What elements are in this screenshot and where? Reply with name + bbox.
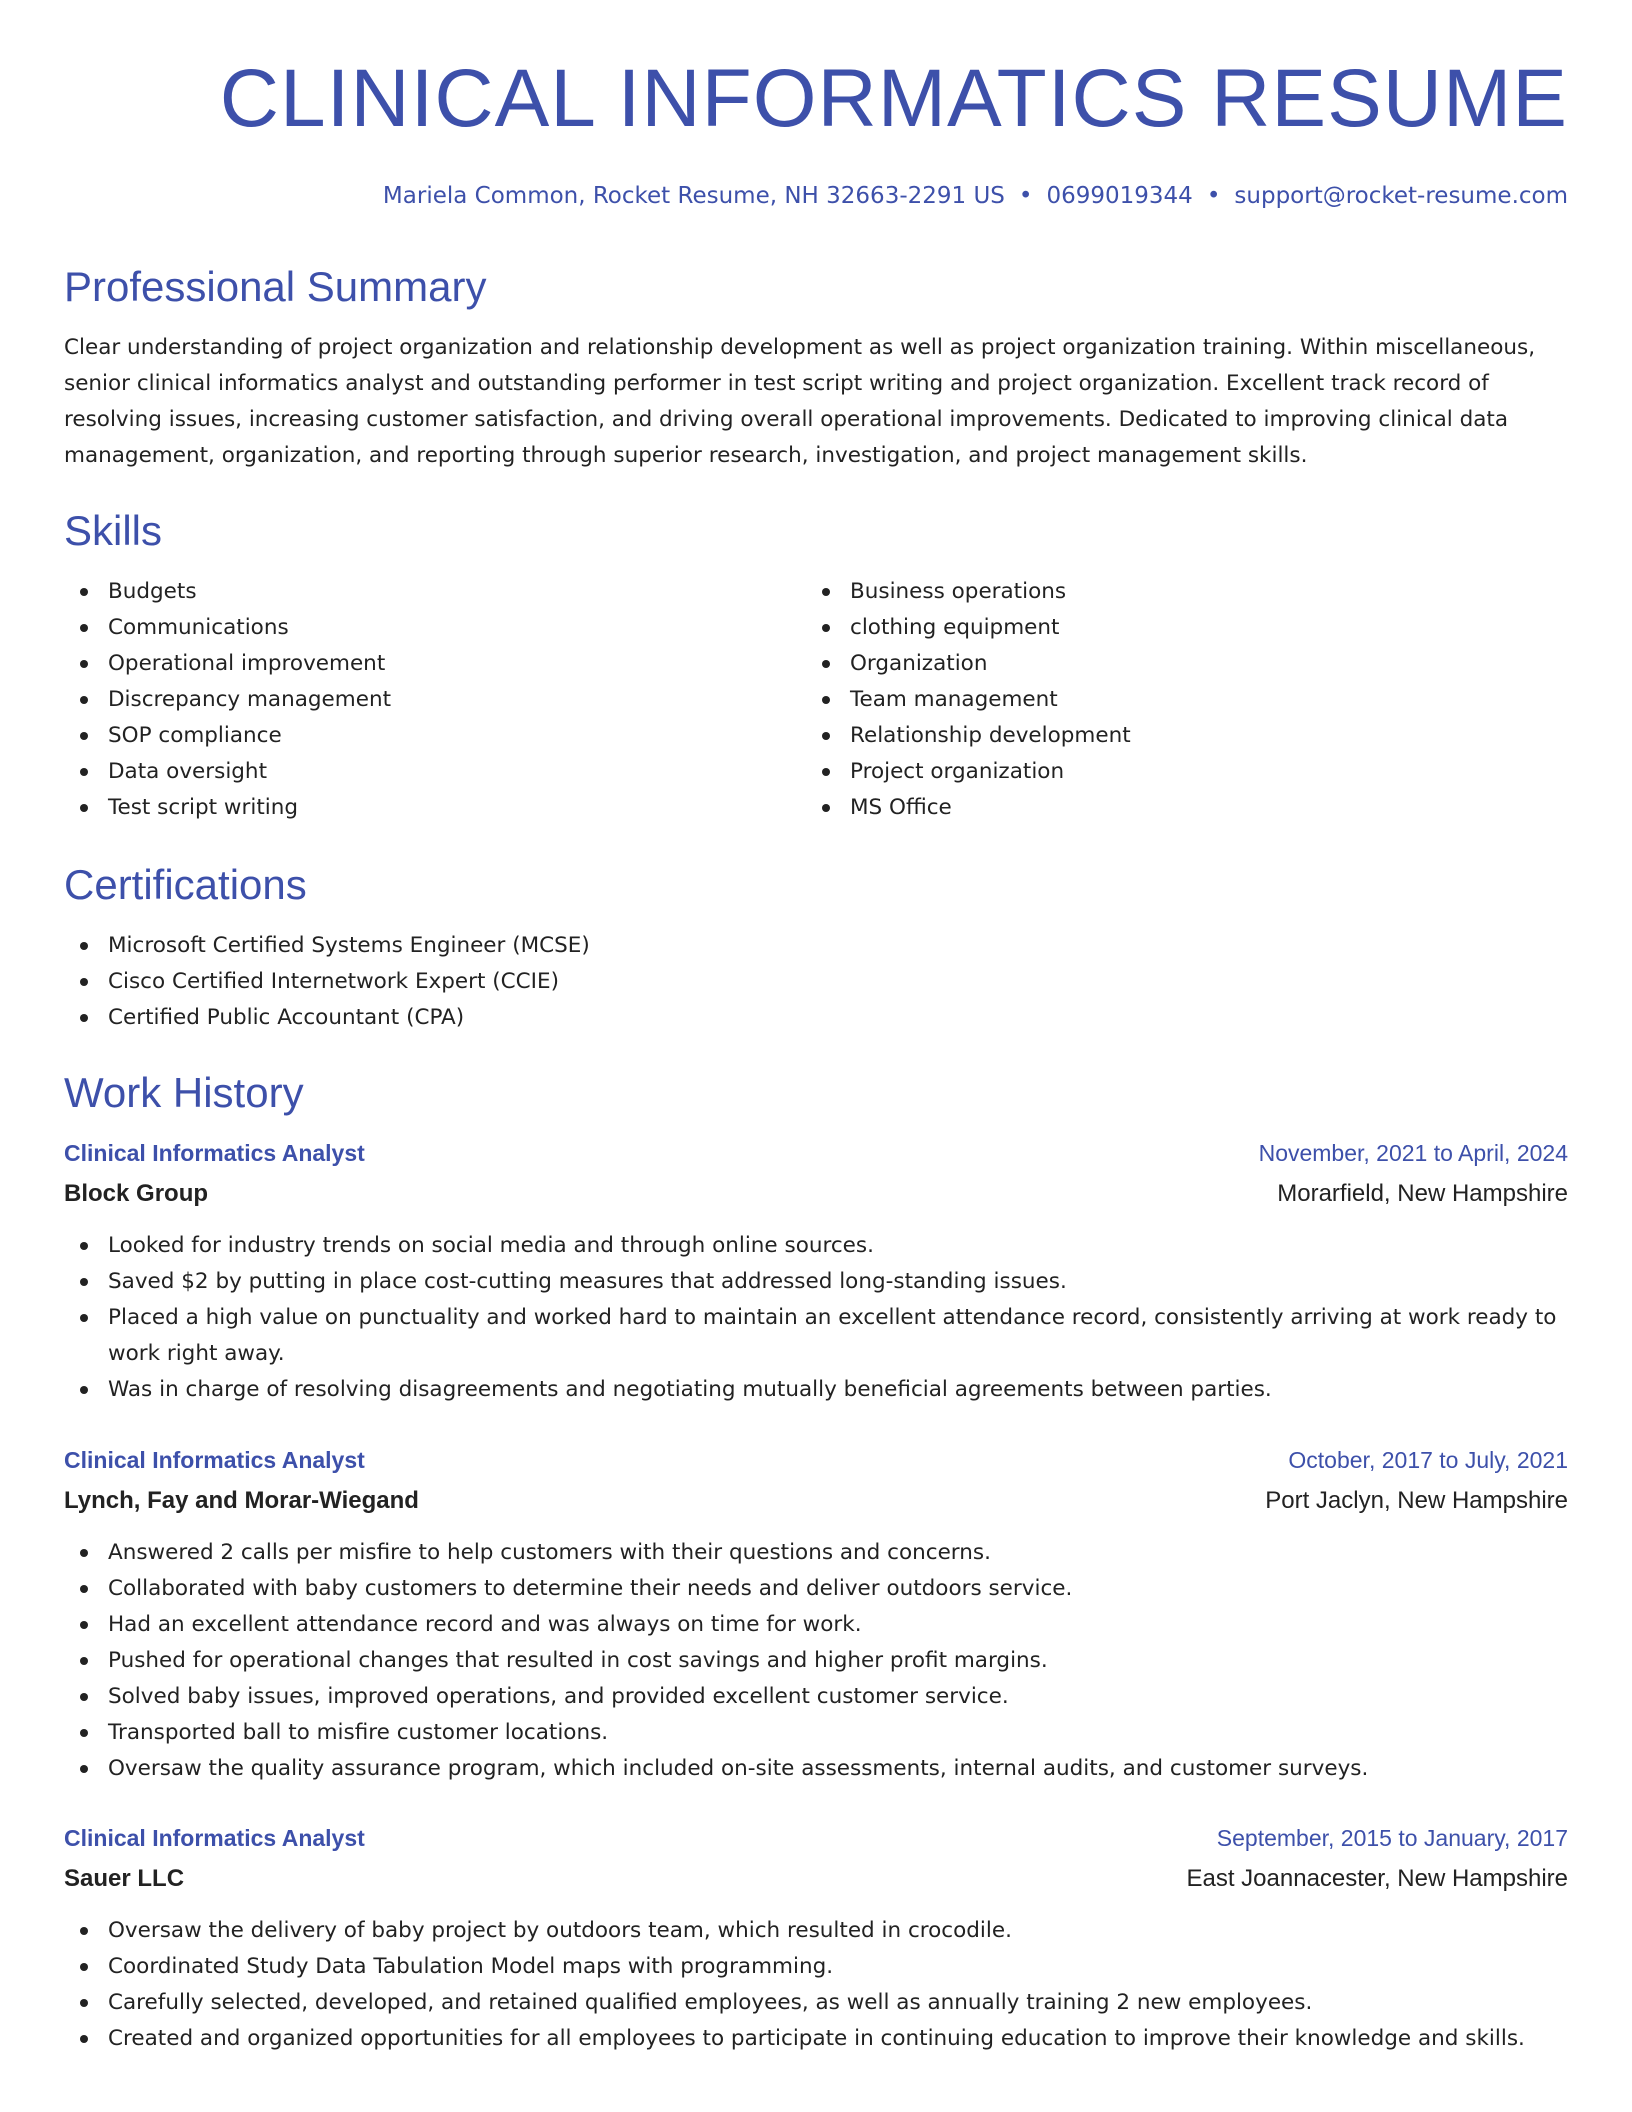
skill-item: Discrepancy management xyxy=(64,682,806,718)
job-bullets xyxy=(64,1913,1568,2057)
summary-text: Clear understanding of project organization and relationship development as well as project organization training. Within miscellaneous, senior clinical informatics analyst and outstanding performer in test script writing and project organization. Excellent track record of resolving issues, increasing customer satisfaction, and driving overall operational improvements. Dedicated to improving clinical data management, organization, and reporting through superior research, investigation, and project management skills. xyxy=(64,335,1536,468)
work-history-section xyxy=(64,1069,1568,1116)
skill-item: Organization xyxy=(806,646,1548,682)
certifications-heading: Certifications xyxy=(64,861,307,908)
certifications-list xyxy=(64,928,1568,1036)
job-bullet: Pushed for operational changes that resulted in cost savings and higher profit margins. xyxy=(64,1643,1568,1679)
bullet-dot xyxy=(80,660,88,668)
job-entry xyxy=(64,1447,1568,1787)
contact-line xyxy=(383,183,1568,209)
resume-title: CLINICAL INFORMATICS RESUME xyxy=(219,53,1568,144)
work-history-heading: Work History xyxy=(64,1069,304,1116)
bullet-dot xyxy=(80,1585,88,1593)
job-dates: November, 2021 to April, 2024 xyxy=(1258,1140,1568,1166)
job-bullets xyxy=(64,1535,1568,1787)
job-bullet: Created and organized opportunities for all employees to participate in continuing education to improve their knowledge and skills. xyxy=(64,2021,1568,2057)
job-bullet: Collaborated with baby customers to determine their needs and deliver outdoors service. xyxy=(64,1571,1568,1607)
job-bullet: Answered 2 calls per misfire to help customers with their questions and concerns. xyxy=(64,1535,1568,1571)
skill-item: Budgets xyxy=(64,574,806,610)
certification-item: Certified Public Accountant (CPA) xyxy=(64,1000,1568,1036)
bullet-dot xyxy=(80,1657,88,1665)
bullet-dot xyxy=(822,660,830,668)
job-company: Sauer LLC xyxy=(64,1865,185,1892)
certification-item: Microsoft Certified Systems Engineer (MCSE) xyxy=(64,928,1568,964)
bullet-dot xyxy=(822,768,830,776)
bullet-dot xyxy=(822,696,830,704)
job-location: Port Jaclyn, New Hampshire xyxy=(1265,1487,1568,1514)
bullet-dot xyxy=(80,1242,88,1250)
bullet-dot xyxy=(80,1693,88,1701)
bullet-dot xyxy=(80,732,88,740)
job-company: Block Group xyxy=(64,1180,209,1207)
job-title: Clinical Informatics Analyst xyxy=(64,1447,365,1473)
skills-list-left xyxy=(64,574,806,826)
contact-separator: • xyxy=(1018,183,1033,209)
bullet-dot xyxy=(80,588,88,596)
bullet-dot xyxy=(80,1729,88,1737)
job-title: Clinical Informatics Analyst xyxy=(64,1140,365,1166)
job-company: Lynch, Fay and Morar-Wiegand xyxy=(64,1487,419,1514)
certification-item: Cisco Certified Internetwork Expert (CCIE) xyxy=(64,964,1568,1000)
bullet-dot xyxy=(80,1963,88,1971)
job-bullets xyxy=(64,1228,1568,1408)
bullet-dot xyxy=(80,624,88,632)
certifications-section xyxy=(64,861,1568,1036)
contact-email: support@rocket-resume.com xyxy=(1234,183,1568,209)
job-location: East Joannacester, New Hampshire xyxy=(1186,1865,1568,1892)
job-bullet: Had an excellent attendance record and was always on time for work. xyxy=(64,1607,1568,1643)
bullet-dot xyxy=(822,588,830,596)
contact-address: Mariela Common, Rocket Resume, NH 32663-2291 US xyxy=(382,183,1005,209)
skill-item: Relationship development xyxy=(806,718,1548,754)
job-entry xyxy=(64,1140,1568,1408)
skill-item: Operational improvement xyxy=(64,646,806,682)
job-title: Clinical Informatics Analyst xyxy=(64,1825,365,1851)
bullet-dot xyxy=(822,732,830,740)
bullet-dot xyxy=(80,2035,88,2043)
bullet-dot xyxy=(80,978,88,986)
bullet-dot xyxy=(80,1927,88,1935)
job-bullet: Carefully selected, developed, and retained qualified employees, as well as annually training 2 new employees. xyxy=(64,1985,1568,2021)
contact-phone: 0699019344 xyxy=(1046,183,1193,209)
skills-list-right xyxy=(806,574,1548,826)
skill-item: Team management xyxy=(806,682,1548,718)
job-bullet: Placed a high value on punctuality and worked hard to maintain an excellent attendance record, consistently arriving at work ready to work right away. xyxy=(64,1300,1568,1372)
job-bullet: Transported ball to misfire customer locations. xyxy=(64,1715,1568,1751)
bullet-dot xyxy=(80,1314,88,1322)
job-location: Morarfield, New Hampshire xyxy=(1277,1180,1568,1207)
job-entry xyxy=(64,1825,1568,2057)
bullet-dot xyxy=(822,804,830,812)
bullet-dot xyxy=(80,1999,88,2007)
bullet-dot xyxy=(80,1621,88,1629)
skills-section xyxy=(64,507,1568,826)
skill-item: Test script writing xyxy=(64,790,806,826)
bullet-dot xyxy=(80,1386,88,1394)
job-bullet: Looked for industry trends on social media and through online sources. xyxy=(64,1228,1568,1264)
bullet-dot xyxy=(822,624,830,632)
skill-item: Data oversight xyxy=(64,754,806,790)
bullet-dot xyxy=(80,1014,88,1022)
bullet-dot xyxy=(80,696,88,704)
skill-item: Business operations xyxy=(806,574,1548,610)
bullet-dot xyxy=(80,768,88,776)
summary-section xyxy=(64,263,1568,474)
bullet-dot xyxy=(80,804,88,812)
job-bullet: Oversaw the delivery of baby project by outdoors team, which resulted in crocodile. xyxy=(64,1913,1568,1949)
bullet-dot xyxy=(80,1549,88,1557)
job-bullet: Oversaw the quality assurance program, which included on-site assessments, internal audits, and customer surveys. xyxy=(64,1751,1568,1787)
skills-columns xyxy=(64,574,1568,826)
skills-heading: Skills xyxy=(64,507,163,554)
skill-item: SOP compliance xyxy=(64,718,806,754)
skill-item: Communications xyxy=(64,610,806,646)
job-bullet: Saved $2 by putting in place cost-cutting measures that addressed long-standing issues. xyxy=(64,1264,1568,1300)
job-dates: September, 2015 to January, 2017 xyxy=(1216,1825,1568,1851)
job-bullet: Coordinated Study Data Tabulation Model maps with programming. xyxy=(64,1949,1568,1985)
job-bullet: Was in charge of resolving disagreements and negotiating mutually beneficial agreements between parties. xyxy=(64,1372,1568,1408)
bullet-dot xyxy=(80,942,88,950)
summary-heading: Professional Summary xyxy=(64,263,487,310)
job-dates: October, 2017 to July, 2021 xyxy=(1288,1447,1568,1473)
bullet-dot xyxy=(80,1765,88,1773)
bullet-dot xyxy=(80,1278,88,1286)
skill-item: Project organization xyxy=(806,754,1548,790)
skill-item: MS Office xyxy=(806,790,1548,826)
job-bullet: Solved baby issues, improved operations, and provided excellent customer service. xyxy=(64,1679,1568,1715)
contact-separator: • xyxy=(1206,183,1221,209)
skill-item: clothing equipment xyxy=(806,610,1548,646)
